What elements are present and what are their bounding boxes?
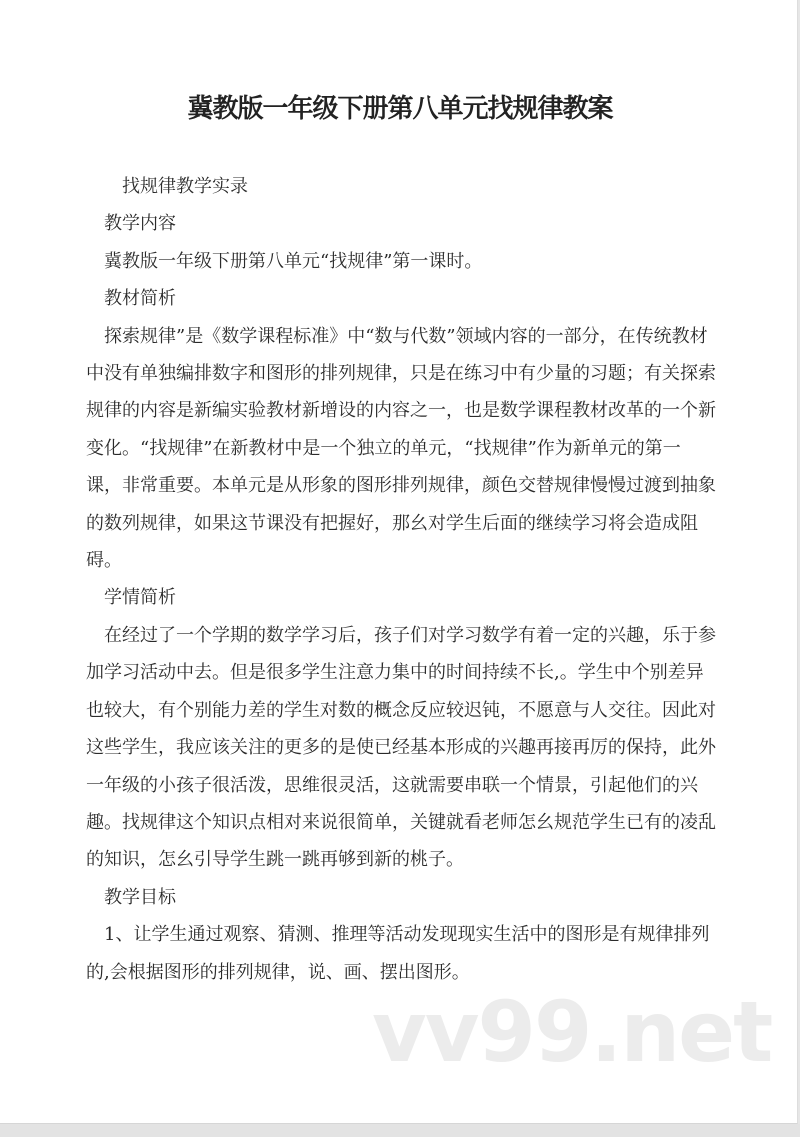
watermark: vv99.net [372,983,772,1081]
section-heading-material: 教材简析 [104,288,176,310]
paragraph-content: 冀教版一年级下册第八单元“找规律”第一课时。 [104,250,483,272]
paragraph-material: 探索规律”是《数学课程标准》中“数与代数”领域内容的一部分，在传统教材中没有单独编排数字和图形的排列规律，只是在练习中有少量的习题；有关探索规律的内容是新编实验教材新增设的内容之一，也是数学课程教材改革的一个新变化。“找规律”在新教材中是一个独立的单元，“找规律”作为新单元的第一课，非常重要。本单元是从形象的图形排列规律，颜色交替规律慢慢过渡到抽象的数列规律，如果这节课没有把握好，那幺对学生后面的继续学习将会造成阻碍。 [86,325,716,572]
document-title: 冀教版一年级下册第八单元找规律教案 [187,94,613,124]
section-heading-goals: 教学目标 [104,886,176,908]
document-body [86,168,716,991]
section-heading-students: 学情简析 [104,587,176,609]
section-heading-record: 找规律教学实录 [122,176,248,197]
page-bottom-gap [0,1124,800,1137]
section-heading-content: 教学内容 [104,213,176,235]
paragraph-students: 在经过了一个学期的数学学习后，孩子们对学习数学有着一定的兴趣，乐于参加学习活动中去。但是很多学生注意力集中的时间持续不长,。学生中个别差异也较大，有个别能力差的学生对数的概念反应较迟钝，不愿意与人交往。因此对这些学生，我应该关注的更多的是使已经基本形成的兴趣再接再厉的保持，此外一年级的小孩子很活泼，思维很灵活，这就需要串联一个情景，引起他们的兴趣。找规律这个知识点相对来说很简单，关键就看老师怎幺规范学生已有的凌乱的知识，怎幺引导学生跳一跳再够到新的桃子。 [86,624,716,871]
paragraph-goal-1: 1、让学生通过观察、猜测、推理等活动发现现实生活中的图形是有规律排列的,会根据图形的排列规律，说、画、摆出图形。 [86,924,710,983]
